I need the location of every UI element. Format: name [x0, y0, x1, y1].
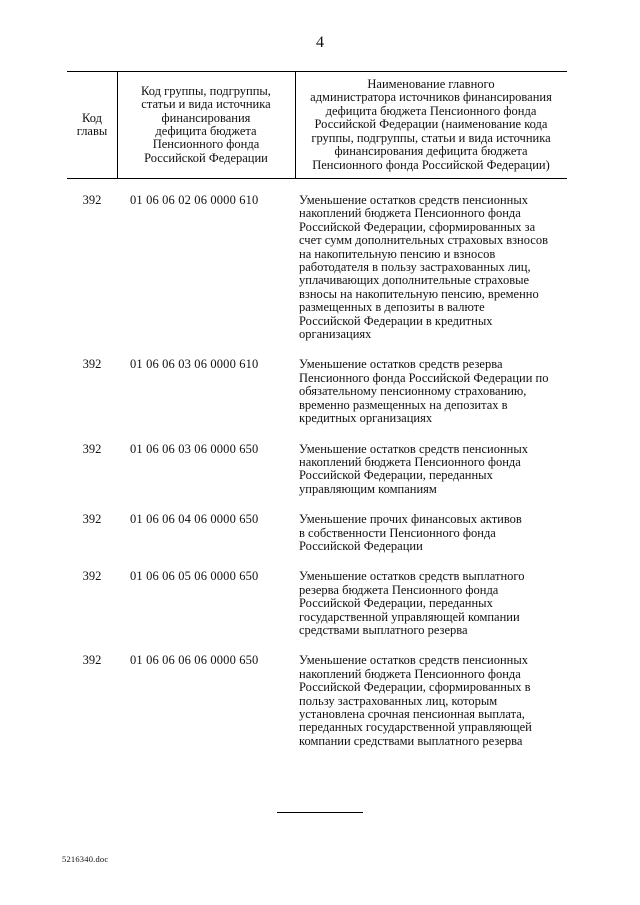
footer-filename: 5216340.doc	[62, 854, 109, 864]
text-line: размещенных в депозиты в валюте	[299, 300, 485, 315]
source-name	[299, 513, 567, 553]
text-line: статьи и вида источника	[141, 97, 271, 112]
source-code: 01 06 06 06 06 0000 650	[130, 653, 259, 668]
text-line: компании средствами выплатного резерва	[299, 733, 523, 748]
text-line: переданных государственной управляющей	[299, 720, 532, 735]
text-line: Уменьшение остатков средств выплатного	[299, 569, 525, 584]
text-line: работодателя в пользу застрахованных лиц,	[299, 260, 531, 275]
chapter-code: 392	[82, 357, 102, 372]
text-line: группы, подгруппы, статьи и вида источника	[311, 130, 551, 145]
chapter-code: 392	[82, 441, 102, 456]
text-line: администратора источников финансирования	[310, 90, 552, 105]
text-line: Код группы, подгруппы,	[141, 83, 271, 98]
text-line: счет сумм дополнительных страховых взносов	[299, 233, 548, 248]
text-line: накоплений бюджета Пенсионного фонда	[299, 454, 521, 469]
text-line: дефицита бюджета Пенсионного фонда	[325, 103, 537, 118]
chapter-code: 392	[82, 569, 102, 584]
text-line: Российской Федерации (наименование кода	[314, 117, 548, 132]
source-name	[299, 654, 567, 748]
end-rule	[277, 812, 363, 813]
text-line: Уменьшение остатков средств пенсионных	[299, 193, 528, 207]
text-line: Уменьшение остатков средств пенсионных	[299, 653, 528, 668]
text-line: средствами выплатного резерва	[299, 622, 468, 637]
text-line: Код	[82, 110, 102, 125]
text-line: государственной управляющей компании	[299, 609, 520, 624]
text-line: Наименование главного	[367, 77, 495, 92]
text-line: финансирования	[161, 110, 251, 125]
sources-table	[67, 71, 567, 765]
text-line: на накопительную пенсию и взносов	[299, 246, 496, 261]
text-line: Российской Федерации, переданных	[299, 468, 493, 483]
text-line: главы	[76, 124, 108, 138]
table-header	[67, 71, 567, 179]
text-line: дефицита бюджета	[155, 124, 257, 138]
text-line: взносы на накопительную пенсию, временно	[299, 286, 539, 301]
text-line: управляющим компаниям	[299, 481, 437, 496]
text-line: Российской Федерации	[144, 150, 268, 165]
text-line: Российской Федерации, сформированных в	[299, 680, 531, 695]
text-line: накоплений бюджета Пенсионного фонда	[299, 206, 521, 221]
text-line: финансирования дефицита бюджета	[334, 144, 528, 159]
text-line: Пенсионного фонда	[152, 137, 260, 152]
page-number: 4	[316, 34, 324, 51]
text-line: Уменьшение прочих финансовых активов	[299, 512, 522, 527]
source-name	[299, 358, 567, 425]
text-line: кредитных организациях	[299, 411, 433, 426]
source-name	[299, 443, 567, 497]
text-line: Уменьшение остатков средств пенсионных	[299, 441, 528, 456]
table-row	[67, 513, 567, 553]
table-body	[67, 194, 567, 748]
header-source-code	[117, 72, 295, 178]
text-line: организациях	[299, 327, 372, 342]
text-line: временно размещенных на депозитах в	[299, 397, 508, 412]
text-line: накоплений бюджета Пенсионного фонда	[299, 666, 521, 681]
text-line: Российской Федерации, сформированных за	[299, 219, 536, 234]
text-line: пользу застрахованных лиц, которым	[299, 693, 498, 708]
source-code: 01 06 06 05 06 0000 650	[130, 569, 259, 584]
source-name	[299, 194, 567, 341]
text-line: уплачивающих дополнительные страховые	[299, 273, 530, 288]
table-row	[67, 194, 567, 341]
source-code: 01 06 06 03 06 0000 610	[130, 357, 259, 372]
chapter-code: 392	[82, 193, 102, 207]
table-row	[67, 443, 567, 497]
header-chapter-code	[67, 72, 117, 178]
chapter-code: 392	[82, 653, 102, 668]
chapter-code: 392	[82, 512, 102, 527]
table-row	[67, 358, 567, 425]
text-line: Российской Федерации	[299, 538, 423, 553]
text-line: Пенсионного фонда Российской Федерации)	[312, 157, 550, 172]
text-line: обязательному пенсионному страхованию,	[299, 384, 527, 399]
text-line: резерва бюджета Пенсионного фонда	[299, 582, 499, 597]
source-code: 01 06 06 03 06 0000 650	[130, 441, 259, 456]
text-line: Российской Федерации в кредитных	[299, 313, 493, 328]
source-name	[299, 570, 567, 637]
text-line: в собственности Пенсионного фонда	[299, 525, 496, 540]
text-line: установлена срочная пенсионная выплата,	[299, 707, 525, 721]
source-code: 01 06 06 04 06 0000 650	[130, 512, 259, 527]
table-row	[67, 570, 567, 637]
text-line: Уменьшение остатков средств резерва	[299, 357, 503, 372]
text-line: Пенсионного фонда Российской Федерации по	[299, 370, 549, 385]
header-administrator-name	[295, 72, 567, 178]
source-code: 01 06 06 02 06 0000 610	[130, 193, 259, 207]
table-row	[67, 654, 567, 748]
text-line: Российской Федерации, переданных	[299, 596, 493, 611]
